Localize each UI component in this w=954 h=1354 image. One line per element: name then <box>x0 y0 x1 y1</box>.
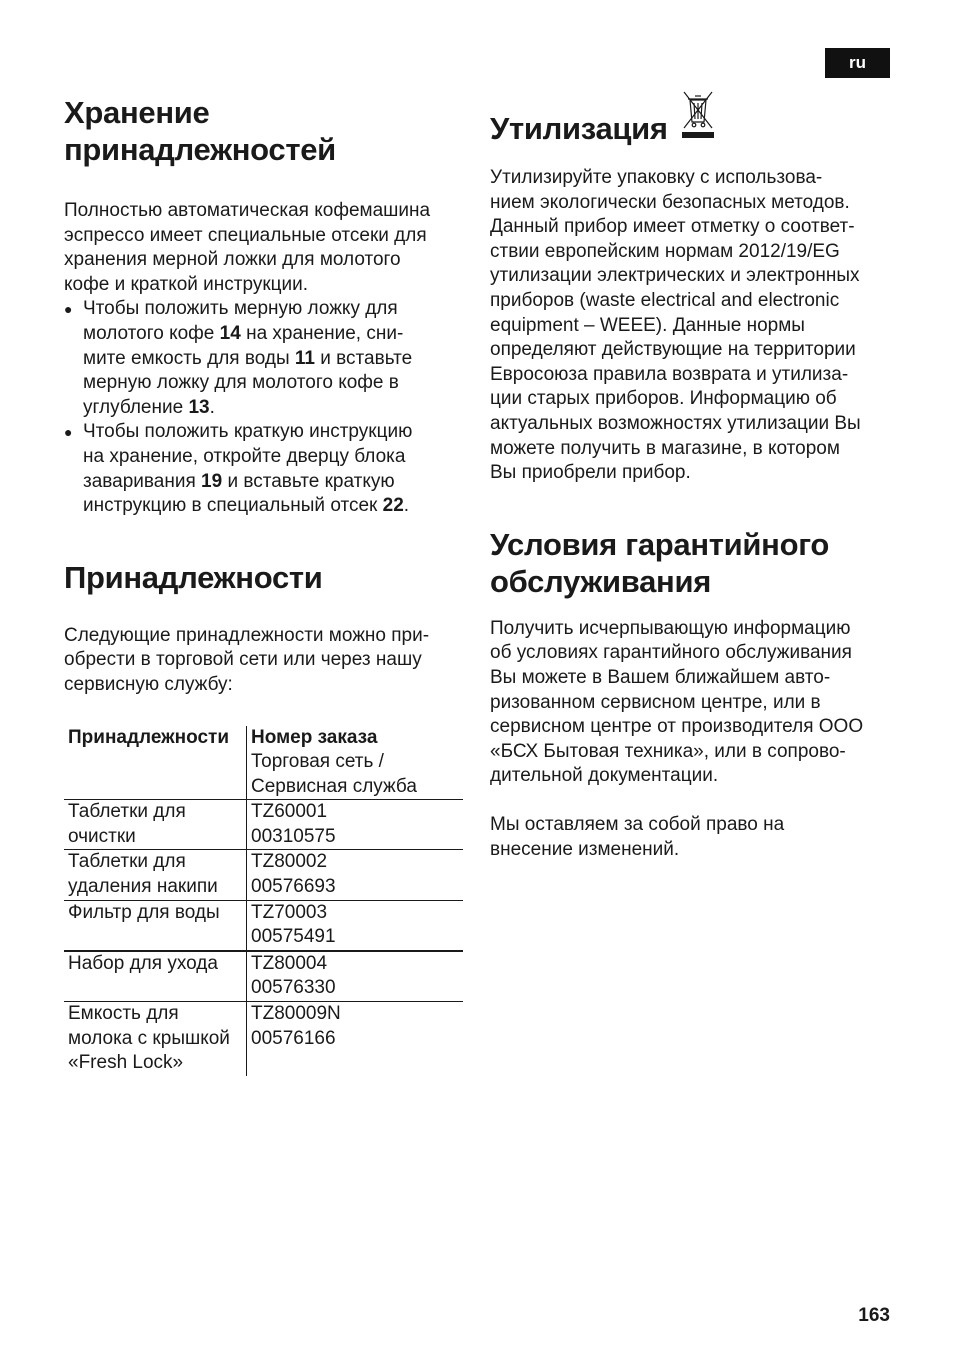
text-line: Евросоюза правила возврата и утилиза- <box>490 363 849 385</box>
text-line: на хранение, сни- <box>240 322 404 344</box>
text-line: удаления накипи <box>68 876 218 898</box>
part-number: 13 <box>188 396 210 418</box>
text-line: приборов (waste electrical and electronic <box>490 289 840 311</box>
text-line: мите емкость для воды <box>83 347 295 369</box>
text-line: Чтобы положить краткую инструкцию <box>83 421 413 443</box>
text-line: . <box>403 495 410 517</box>
disposal-title-row <box>490 88 890 147</box>
header-sub: Торговая сеть / <box>251 751 384 773</box>
accessory-name <box>64 850 247 900</box>
text-line: ции старых приборов. Информацию об <box>490 388 837 410</box>
text-line: Таблетки для <box>68 851 186 873</box>
text-line: Полностью автоматическая кофемашина <box>64 200 431 221</box>
table-row <box>64 850 463 900</box>
text-line: сервисном центре от производителя ООО <box>490 716 864 738</box>
storage-section <box>64 94 464 519</box>
text-line: об условиях гарантийного обслуживания <box>490 642 852 664</box>
order-codes <box>247 800 464 850</box>
storage-intro <box>64 199 464 297</box>
text-line: утилизации электрических и электронных <box>490 265 860 287</box>
right-column <box>490 88 890 863</box>
text-line: ствии европейским нормам 2012/19/EG <box>490 240 840 262</box>
order-codes <box>247 850 464 900</box>
warranty-heading-line2: обслуживания <box>490 563 712 599</box>
accessories-heading: Принадлежности <box>64 559 323 595</box>
text-line: «Fresh Lock» <box>68 1052 184 1074</box>
storage-heading-line2: принадлежностей <box>64 132 336 167</box>
warranty-section <box>490 526 890 863</box>
text-line: молока с крышкой <box>68 1027 230 1049</box>
text-line: Получить исчерпывающую информацию <box>490 617 851 639</box>
warranty-text <box>490 617 890 789</box>
warranty-heading-line1: Условия гарантийного <box>490 526 830 562</box>
text-line: актуальных возможностях утилизации Вы <box>490 412 861 434</box>
retail-code: TZ80002 <box>251 851 328 873</box>
table-row <box>64 800 463 850</box>
order-codes <box>247 900 464 951</box>
text-line: Вы приобрели прибор. <box>490 462 691 484</box>
text-line: углубление <box>83 396 189 418</box>
part-number: 19 <box>201 470 223 492</box>
text-line: Чтобы положить мерную ложку для <box>83 298 398 320</box>
accessory-name <box>64 900 247 951</box>
weee-crossed-bin-icon <box>680 88 716 145</box>
disposal-heading: Утилизация <box>490 111 668 146</box>
text-line: внесение изменений. <box>490 839 680 861</box>
order-codes <box>247 951 464 1002</box>
retail-code: TZ80009N <box>251 1003 341 1025</box>
text-line: . <box>209 396 215 418</box>
text-line: обрести в торговой сети или через нашу <box>64 649 422 671</box>
retail-code: TZ60001 <box>251 801 328 823</box>
table-row <box>64 900 463 951</box>
header-order-number: Номер заказа <box>251 726 378 748</box>
part-number: 22 <box>382 495 404 517</box>
text-line: и вставьте краткую <box>222 470 395 492</box>
text-line: очистки <box>68 825 136 847</box>
service-code: 00575491 <box>251 926 336 948</box>
text-line: и вставьте <box>315 347 413 369</box>
service-code: 00576693 <box>251 876 336 898</box>
text-line: equipment – WEEE). Данные нормы <box>490 314 805 336</box>
text-line: хранения мерной ложки для молотого <box>64 249 401 271</box>
service-code: 00576166 <box>251 1027 336 1049</box>
page-number: 163 <box>858 1305 890 1326</box>
order-codes <box>247 1002 464 1076</box>
text-line: Таблетки для <box>68 801 186 823</box>
header-cell <box>64 726 247 800</box>
text-line: определяют действующие на территории <box>490 339 856 361</box>
language-badge: ru <box>825 48 890 78</box>
accessories-table <box>64 726 463 1076</box>
retail-code: TZ70003 <box>251 901 328 923</box>
text-line: ризованном сервисном центре, или в <box>490 691 821 713</box>
disposal-text <box>490 166 890 486</box>
header-accessories: Принадлежности <box>68 726 230 748</box>
service-code: 00576330 <box>251 977 336 999</box>
text-line: молотого кофе <box>83 322 220 344</box>
text-line: можете получить в магазине, в котором <box>490 437 840 459</box>
header-cell <box>247 726 464 800</box>
text-line: сервисную службу: <box>64 673 233 695</box>
text-line: заваривания <box>83 470 202 492</box>
left-column <box>64 94 464 1076</box>
text-line: Мы оставляем за собой право на <box>490 814 785 836</box>
text-line: эспрессо имеет специальные отсеки для <box>64 224 427 246</box>
accessory-name <box>64 951 247 1002</box>
text-line: Вы можете в Вашем ближайшем авто- <box>490 666 831 688</box>
service-code: 00310575 <box>251 825 336 847</box>
text-line: инструкцию в специальный отсек <box>83 495 383 517</box>
storage-heading-line1: Хранение <box>64 95 210 130</box>
warranty-heading <box>490 526 890 600</box>
part-number: 14 <box>219 322 241 344</box>
text-line: Фильтр для воды <box>68 901 220 923</box>
accessories-intro <box>64 624 464 698</box>
bullet-item <box>64 420 464 518</box>
table-row <box>64 1002 463 1076</box>
text-line: Следующие принадлежности можно при- <box>64 624 430 646</box>
table-row <box>64 951 463 1002</box>
accessory-name <box>64 1002 247 1076</box>
table-header-row <box>64 726 463 800</box>
text-line: на хранение, откройте дверцу блока <box>83 445 406 467</box>
text-line: Данный прибор имеет отметку о соответ- <box>490 216 855 238</box>
disposal-section <box>490 88 890 486</box>
storage-heading <box>64 94 464 168</box>
retail-code: TZ80004 <box>251 952 328 974</box>
header-sub: Сервисная служба <box>251 775 417 797</box>
text-line: Емкость для <box>68 1003 179 1025</box>
text-line: мерную ложку для молотого кофе в <box>83 372 399 394</box>
changes-note <box>490 813 890 862</box>
storage-bullets <box>64 297 464 518</box>
accessory-name <box>64 800 247 850</box>
text-line: дительной документации. <box>490 765 719 787</box>
text-line: «БСХ Бытовая техника», или в сопрово- <box>490 740 846 762</box>
text-line: Утилизируйте упаковку с использова- <box>490 167 823 188</box>
accessories-section <box>64 559 464 1076</box>
text-line: кофе и краткой инструкции. <box>64 273 309 295</box>
text-line: нием экологически безопасных методов. <box>490 191 850 213</box>
text-line: Набор для ухода <box>68 952 218 974</box>
part-number: 11 <box>294 347 315 369</box>
bullet-item <box>64 297 464 420</box>
